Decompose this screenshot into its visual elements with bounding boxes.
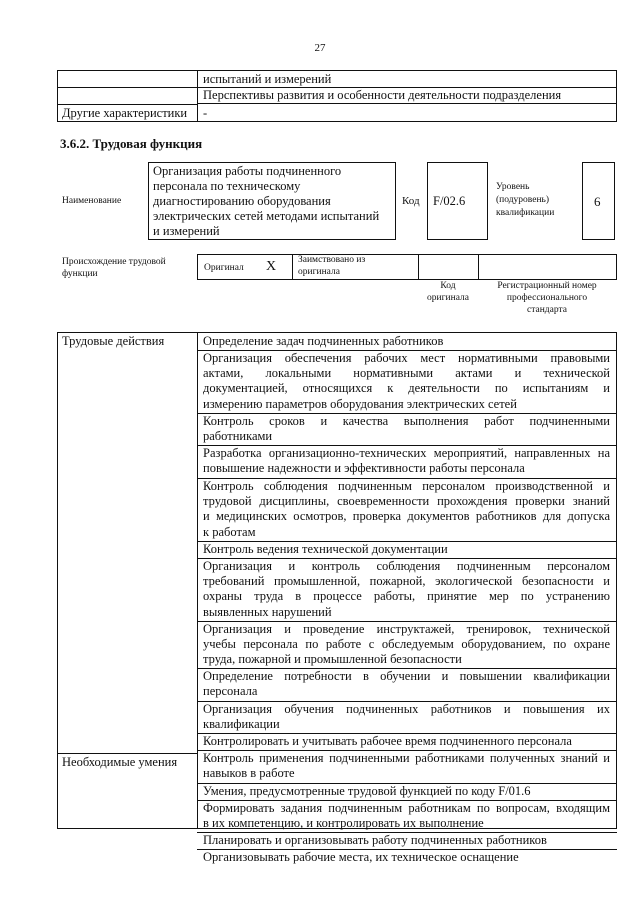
item-line: к работам xyxy=(203,524,256,539)
borrowed-label: Заимствовано из xyxy=(298,255,366,265)
labor-action-item xyxy=(203,334,610,349)
labor-action-item xyxy=(203,479,610,540)
item-line: работниками xyxy=(203,429,273,444)
item-line: Контроль сроков и качества выполнения работ подчиненными xyxy=(203,414,610,428)
level-value: 6 xyxy=(594,194,601,209)
level-label: (подуровень) xyxy=(496,195,550,205)
section-title: 3.6.2. Трудовая функция xyxy=(60,136,203,151)
name-line: и измерений xyxy=(153,224,220,238)
top-table-value: - xyxy=(203,106,208,120)
page-number: 27 xyxy=(314,42,326,54)
item-line: трудовой дисциплины, своевременности прохождения проверки знаний xyxy=(203,494,610,509)
code-value: F/02.6 xyxy=(433,194,466,208)
item-line: учебы персонала по работе с обследуемым оборудованием, по охране xyxy=(203,637,610,652)
labor-action-item xyxy=(203,446,610,476)
level-label: Уровень xyxy=(496,182,530,192)
item-line: Организация обучения подчиненных работников и повышения их xyxy=(203,702,610,716)
item-line: навыков в работе xyxy=(203,766,295,781)
name-line: Организация работы подчиненного xyxy=(153,164,342,178)
caption-reg: стандарта xyxy=(527,305,567,315)
item-line: Формировать задания подчиненным работникам по вопросам, входящим xyxy=(203,801,610,815)
item-line: Контроль ведения технической документации xyxy=(203,542,448,556)
caption-code: Код xyxy=(440,281,456,291)
original-mark: X xyxy=(266,259,277,274)
labor-action-item xyxy=(203,751,610,781)
item-line: требований промышленной, пожарной, экологической безопасности и xyxy=(203,574,610,589)
code-label: Код xyxy=(402,195,420,207)
item-line: и медицинских осмотров, проверка документов работников для допуска xyxy=(203,509,610,524)
original-label: Оригинал xyxy=(204,263,244,273)
skill-item xyxy=(203,833,610,848)
item-line: актами, локальными нормативными актами и технической xyxy=(203,366,610,381)
name-line: электрических сетей методами испытаний xyxy=(153,209,380,223)
labor-action-item xyxy=(203,542,610,557)
item-line: Контроль применения подчиненными работниками полученных знаний и xyxy=(203,751,610,765)
caption-reg: Регистрационный номер xyxy=(497,281,597,291)
item-line: охраны труда в процессе работы, принятие мер по устранению xyxy=(203,589,610,604)
labor-action-item xyxy=(203,669,610,699)
top-table-label: Другие характеристики xyxy=(62,106,188,120)
name-line: персонала по техническому xyxy=(153,179,301,193)
labor-action-item xyxy=(203,734,610,749)
level-label: квалификации xyxy=(496,208,555,218)
item-line: Разработка организационно-технических мероприятий, направленных на xyxy=(203,446,610,460)
item-line: Определение потребности в обучении и повышении квалификации xyxy=(203,669,610,683)
labor-action-item xyxy=(203,622,610,668)
required-skills-label: Необходимые умения xyxy=(62,755,178,769)
top-table-value: Перспективы развития и особенности деятельности подразделения xyxy=(203,88,562,102)
item-line: Планировать и организовывать работу подчиненных работников xyxy=(203,833,547,847)
origin-label: Происхождение трудовой xyxy=(62,257,166,267)
labor-action-item xyxy=(203,559,610,620)
caption-code: оригинала xyxy=(427,293,469,303)
skill-item xyxy=(203,784,610,799)
item-line: повышение надежности и эффективности работы персонала xyxy=(203,461,525,476)
skill-item xyxy=(203,850,610,865)
labor-action-item xyxy=(203,702,610,732)
item-line: измерению параметров оборудования электрических сетей xyxy=(203,396,517,411)
name-label: Наименование xyxy=(62,196,122,206)
item-line: в их компетенцию, и контролировать их выполнение xyxy=(203,816,484,831)
top-table-value: испытаний и измерений xyxy=(203,72,332,86)
item-line: Организация и проведение инструктажей, тренировок, технической xyxy=(203,622,610,636)
item-line: Организация обеспечения рабочих мест нормативными правовыми xyxy=(203,351,610,365)
item-line: Контроль соблюдения подчиненным персоналом производственной и xyxy=(203,479,610,493)
item-line: Организовывать рабочие места, их техническое оснащение xyxy=(203,850,519,864)
name-line: диагностированию оборудования xyxy=(153,194,331,208)
skill-item xyxy=(203,801,610,831)
item-line: Определение задач подчиненных работников xyxy=(203,334,444,348)
item-line: Умения, предусмотренные трудовой функцией по коду F/01.6 xyxy=(203,784,531,798)
item-line: труда, пожарной и промышленной безопасности xyxy=(203,652,462,667)
caption-reg: профессионального xyxy=(506,293,588,303)
item-line: Организация и контроль соблюдения подчиненным персоналом xyxy=(203,559,610,573)
item-line: персонала xyxy=(203,684,258,699)
labor-actions-label: Трудовые действия xyxy=(62,334,165,348)
labor-action-item xyxy=(203,351,610,412)
item-line: документацией, относящихся к деятельности по испытаниям и xyxy=(203,381,610,396)
labor-action-item xyxy=(203,414,610,444)
origin-label: функции xyxy=(62,269,98,279)
item-line: квалификации xyxy=(203,717,280,732)
item-line: выявленных нарушений xyxy=(203,604,332,619)
item-line: Контролировать и учитывать рабочее время подчиненного персонала xyxy=(203,734,572,748)
borrowed-label: оригинала xyxy=(298,267,340,277)
